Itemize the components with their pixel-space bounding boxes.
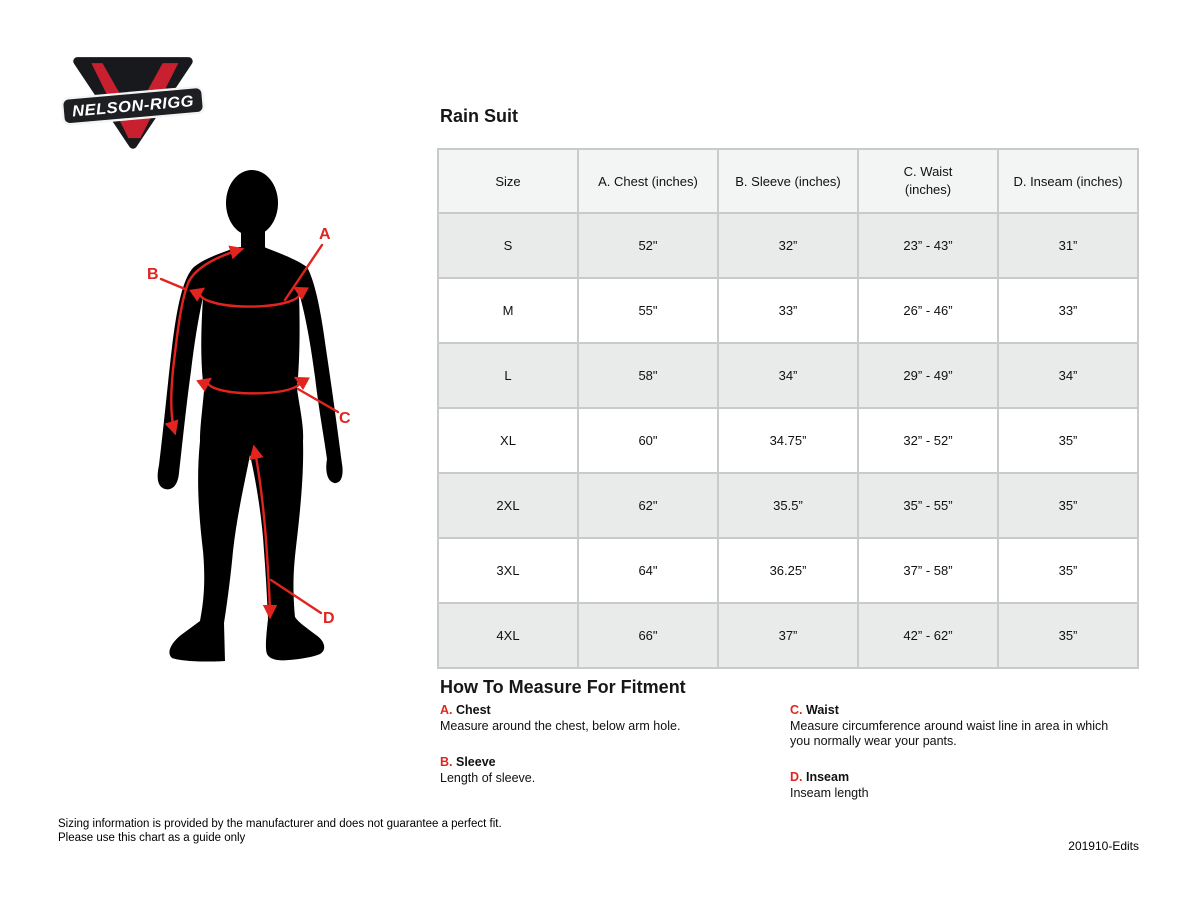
table-header-row [438, 149, 1138, 213]
document-code: 201910-Edits [1068, 839, 1139, 853]
table-row [438, 473, 1138, 538]
measure-item-sleeve [440, 755, 770, 786]
cell-waist: 35” - 55” [858, 473, 998, 538]
cell-size: 2XL [438, 473, 578, 538]
cell-size: 4XL [438, 603, 578, 668]
figure-label-a: A [319, 226, 331, 243]
cell-inseam: 35” [998, 603, 1138, 668]
cell-inseam: 31” [998, 213, 1138, 278]
cell-chest: 52" [578, 213, 718, 278]
measure-item-label: A. Chest [440, 703, 491, 717]
cell-waist: 26” - 46” [858, 278, 998, 343]
size-table [437, 148, 1139, 669]
table-row [438, 343, 1138, 408]
cell-size: L [438, 343, 578, 408]
header-chest: A. Chest (inches) [578, 149, 718, 213]
header-sleeve: B. Sleeve (inches) [718, 149, 858, 213]
disclaimer-line-2: Please use this chart as a guide only [58, 832, 246, 844]
table-row [438, 408, 1138, 473]
cell-inseam: 35” [998, 538, 1138, 603]
measure-item-inseam [790, 770, 1120, 801]
figure-label-c: C [339, 410, 351, 427]
figure-label-b: B [147, 266, 159, 283]
measure-item-label: D. Inseam [790, 770, 850, 784]
measure-item-desc: Inseam length [790, 786, 869, 800]
size-guide-figure [145, 165, 425, 665]
cell-chest: 64" [578, 538, 718, 603]
table-row [438, 213, 1138, 278]
cell-inseam: 34” [998, 343, 1138, 408]
measure-item-desc: Length of sleeve. [440, 771, 536, 785]
cell-waist: 42” - 62” [858, 603, 998, 668]
cell-sleeve: 36.25” [718, 538, 858, 603]
how-to-measure-heading: How To Measure For Fitment [440, 677, 686, 697]
man-silhouette [158, 170, 343, 662]
sizing-disclaimer [58, 817, 502, 845]
measure-item-chest [440, 703, 770, 734]
disclaimer-line-1: Sizing information is provided by the manufacturer and does not guarantee a perfect fit. [58, 818, 502, 830]
measure-item-waist [790, 703, 1120, 749]
header-size: Size [438, 149, 578, 213]
table-row [438, 603, 1138, 668]
cell-inseam: 35” [998, 408, 1138, 473]
cell-sleeve: 32” [718, 213, 858, 278]
how-to-column-right [790, 703, 1120, 822]
cell-waist: 23” - 43” [858, 213, 998, 278]
cell-sleeve: 37” [718, 603, 858, 668]
cell-waist: 32” - 52” [858, 408, 998, 473]
cell-size: XL [438, 408, 578, 473]
cell-sleeve: 34.75” [718, 408, 858, 473]
measure-item-label: C. Waist [790, 703, 839, 717]
page-title: Rain Suit [440, 106, 519, 126]
logo-brand-text: NELSON-RIGG [71, 93, 189, 121]
cell-chest: 58" [578, 343, 718, 408]
label-b-pointer [161, 279, 185, 289]
cell-sleeve: 34” [718, 343, 858, 408]
cell-inseam: 33” [998, 278, 1138, 343]
header-waist: C. Waist (inches) [858, 149, 998, 213]
measure-item-desc: Measure around the chest, below arm hole. [440, 719, 681, 733]
cell-waist: 29” - 49” [858, 343, 998, 408]
cell-size: M [438, 278, 578, 343]
cell-chest: 66" [578, 603, 718, 668]
cell-sleeve: 33” [718, 278, 858, 343]
cell-chest: 55" [578, 278, 718, 343]
how-to-column-left [440, 703, 770, 807]
cell-waist: 37” - 58” [858, 538, 998, 603]
cell-chest: 62" [578, 473, 718, 538]
figure-label-d: D [323, 610, 335, 627]
cell-sleeve: 35.5” [718, 473, 858, 538]
table-row [438, 278, 1138, 343]
cell-chest: 60" [578, 408, 718, 473]
measure-item-label: B. Sleeve [440, 755, 496, 769]
cell-inseam: 35” [998, 473, 1138, 538]
header-inseam: D. Inseam (inches) [998, 149, 1138, 213]
nelson-rigg-logo [58, 52, 208, 152]
measure-item-desc: Measure circumference around waist line in area in which you normally wear your pants. [790, 719, 1109, 748]
cell-size: S [438, 213, 578, 278]
table-row [438, 538, 1138, 603]
cell-size: 3XL [438, 538, 578, 603]
